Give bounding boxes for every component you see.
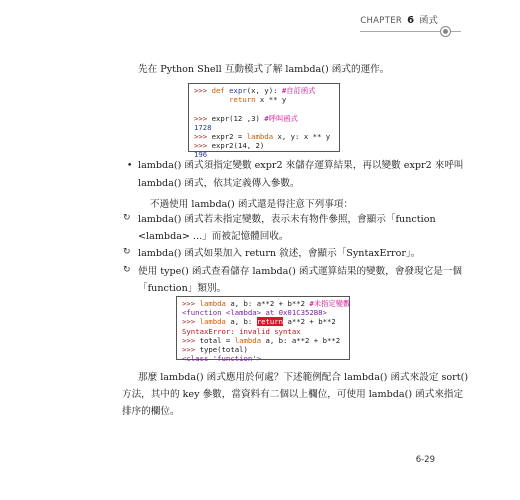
code-line [182, 336, 344, 345]
code-token: a, b: [225, 317, 257, 327]
code-token: 196 [194, 150, 208, 160]
note-1-line2: <lambda> ...」而被記憶體回收。 [138, 231, 289, 242]
code-token: lambda [246, 131, 274, 141]
code-token: a, b: a**2 + b**2 [225, 299, 310, 308]
code-token: >>> [182, 335, 200, 345]
code-token: total = [199, 335, 235, 345]
code-token: #自訂函式 [281, 86, 316, 95]
code-token: type(total) [199, 344, 248, 354]
code-token: a, b: a**2 + b**2 [261, 335, 341, 345]
code-token: expr2(14, 2) [211, 141, 265, 151]
code-token: >>> [194, 113, 212, 123]
code-token: return [256, 317, 284, 327]
code-line [194, 114, 334, 123]
code-block-lambda [176, 296, 351, 364]
closing-line2: 方法，其中的 key 參數，當資料有二個以上欄位，可使用 lambda() 函式來指定 [122, 389, 464, 400]
code-line [182, 308, 344, 317]
code-token: >>> [194, 86, 212, 95]
page-number: 6-29 [415, 455, 435, 465]
code-token: expr [229, 86, 247, 95]
code-line [182, 354, 344, 363]
curved-arrow-icon: ↻ [123, 247, 131, 257]
code-line [194, 132, 334, 141]
code-line [194, 104, 334, 113]
curved-arrow-icon: ↻ [123, 213, 131, 223]
running-header [360, 13, 438, 26]
notes-intro: 不過使用 lambda() 函式還是得注意下列事項： [150, 199, 353, 210]
intro-paragraph: 先在 Python Shell 互動模式了解 lambda() 函式的運作。 [138, 64, 390, 75]
code-token: x ** y [255, 95, 287, 105]
code-token [194, 95, 229, 104]
chapter-number: 6 [407, 15, 415, 26]
code-line [182, 345, 344, 354]
code-token: expr2 = [211, 131, 247, 141]
code-token: >>> [182, 344, 200, 354]
code-token: >>> [182, 299, 200, 308]
header-rule [360, 31, 442, 32]
code-token: (x, y): [246, 86, 282, 95]
bullet-para-line2: lambda() 函式，依其定義傳入參數。 [138, 178, 300, 189]
code-line [194, 123, 334, 132]
bullet-para-line1: lambda() 函式須指定變數 expr2 來儲存運算結果，再以變數 expr2 來呼叫 [138, 160, 464, 171]
code-token: #未指定變數 [309, 299, 351, 308]
header-ornament-icon [440, 26, 451, 37]
chapter-title: 函式 [419, 16, 438, 26]
code-token: #呼叫函式 [264, 113, 298, 123]
code-token: lambda [234, 335, 262, 345]
code-token: lambda [199, 317, 226, 327]
closing-line3: 排序的欄位。 [122, 406, 180, 417]
code-token: return [229, 95, 256, 105]
code-token: 1728 [194, 122, 212, 132]
header-rule-end [451, 31, 461, 32]
code-line [194, 95, 334, 104]
code-line [182, 317, 344, 326]
code-token: >>> [182, 317, 200, 327]
closing-line1: 那麼 lambda() 函式應用於何處？下述範例配合 lambda() 函式來設定 sort() [138, 372, 469, 383]
code-token: <function <lambda> at 0x01C352B8> [182, 308, 327, 318]
code-line [194, 141, 334, 150]
chapter-label: CHAPTER [360, 16, 403, 26]
code-token: <class 'function'> [182, 354, 262, 364]
code-token: expr(12 ,3) [211, 113, 265, 123]
code-token: >>> [194, 131, 212, 141]
code-token: >>> [194, 141, 212, 151]
code-line [182, 327, 344, 336]
curved-arrow-icon: ↻ [123, 265, 131, 275]
code-token: def [211, 86, 230, 95]
note-1-line1: lambda() 函式若未指定變數，表示未有物件參照，會顯示「function [138, 214, 436, 225]
code-token: SyntaxError: invalid syntax [182, 326, 301, 336]
note-3-line2: 「function」類別。 [138, 283, 227, 294]
code-token: a**2 + b**2 [283, 317, 336, 327]
code-line [182, 299, 351, 308]
note-2-line1: lambda() 函式如果加入 return 敘述，會顯示「SyntaxError」。 [138, 248, 421, 259]
code-token: x, y: x ** y [273, 131, 331, 141]
code-block-expr [188, 83, 340, 160]
note-3-line1: 使用 type() 函式查看儲存 lambda() 函式運算結果的變數，會發現它是一個 [138, 266, 462, 277]
bullet-dot-icon: • [127, 161, 133, 171]
code-token: lambda [199, 299, 226, 308]
code-line [194, 86, 334, 95]
